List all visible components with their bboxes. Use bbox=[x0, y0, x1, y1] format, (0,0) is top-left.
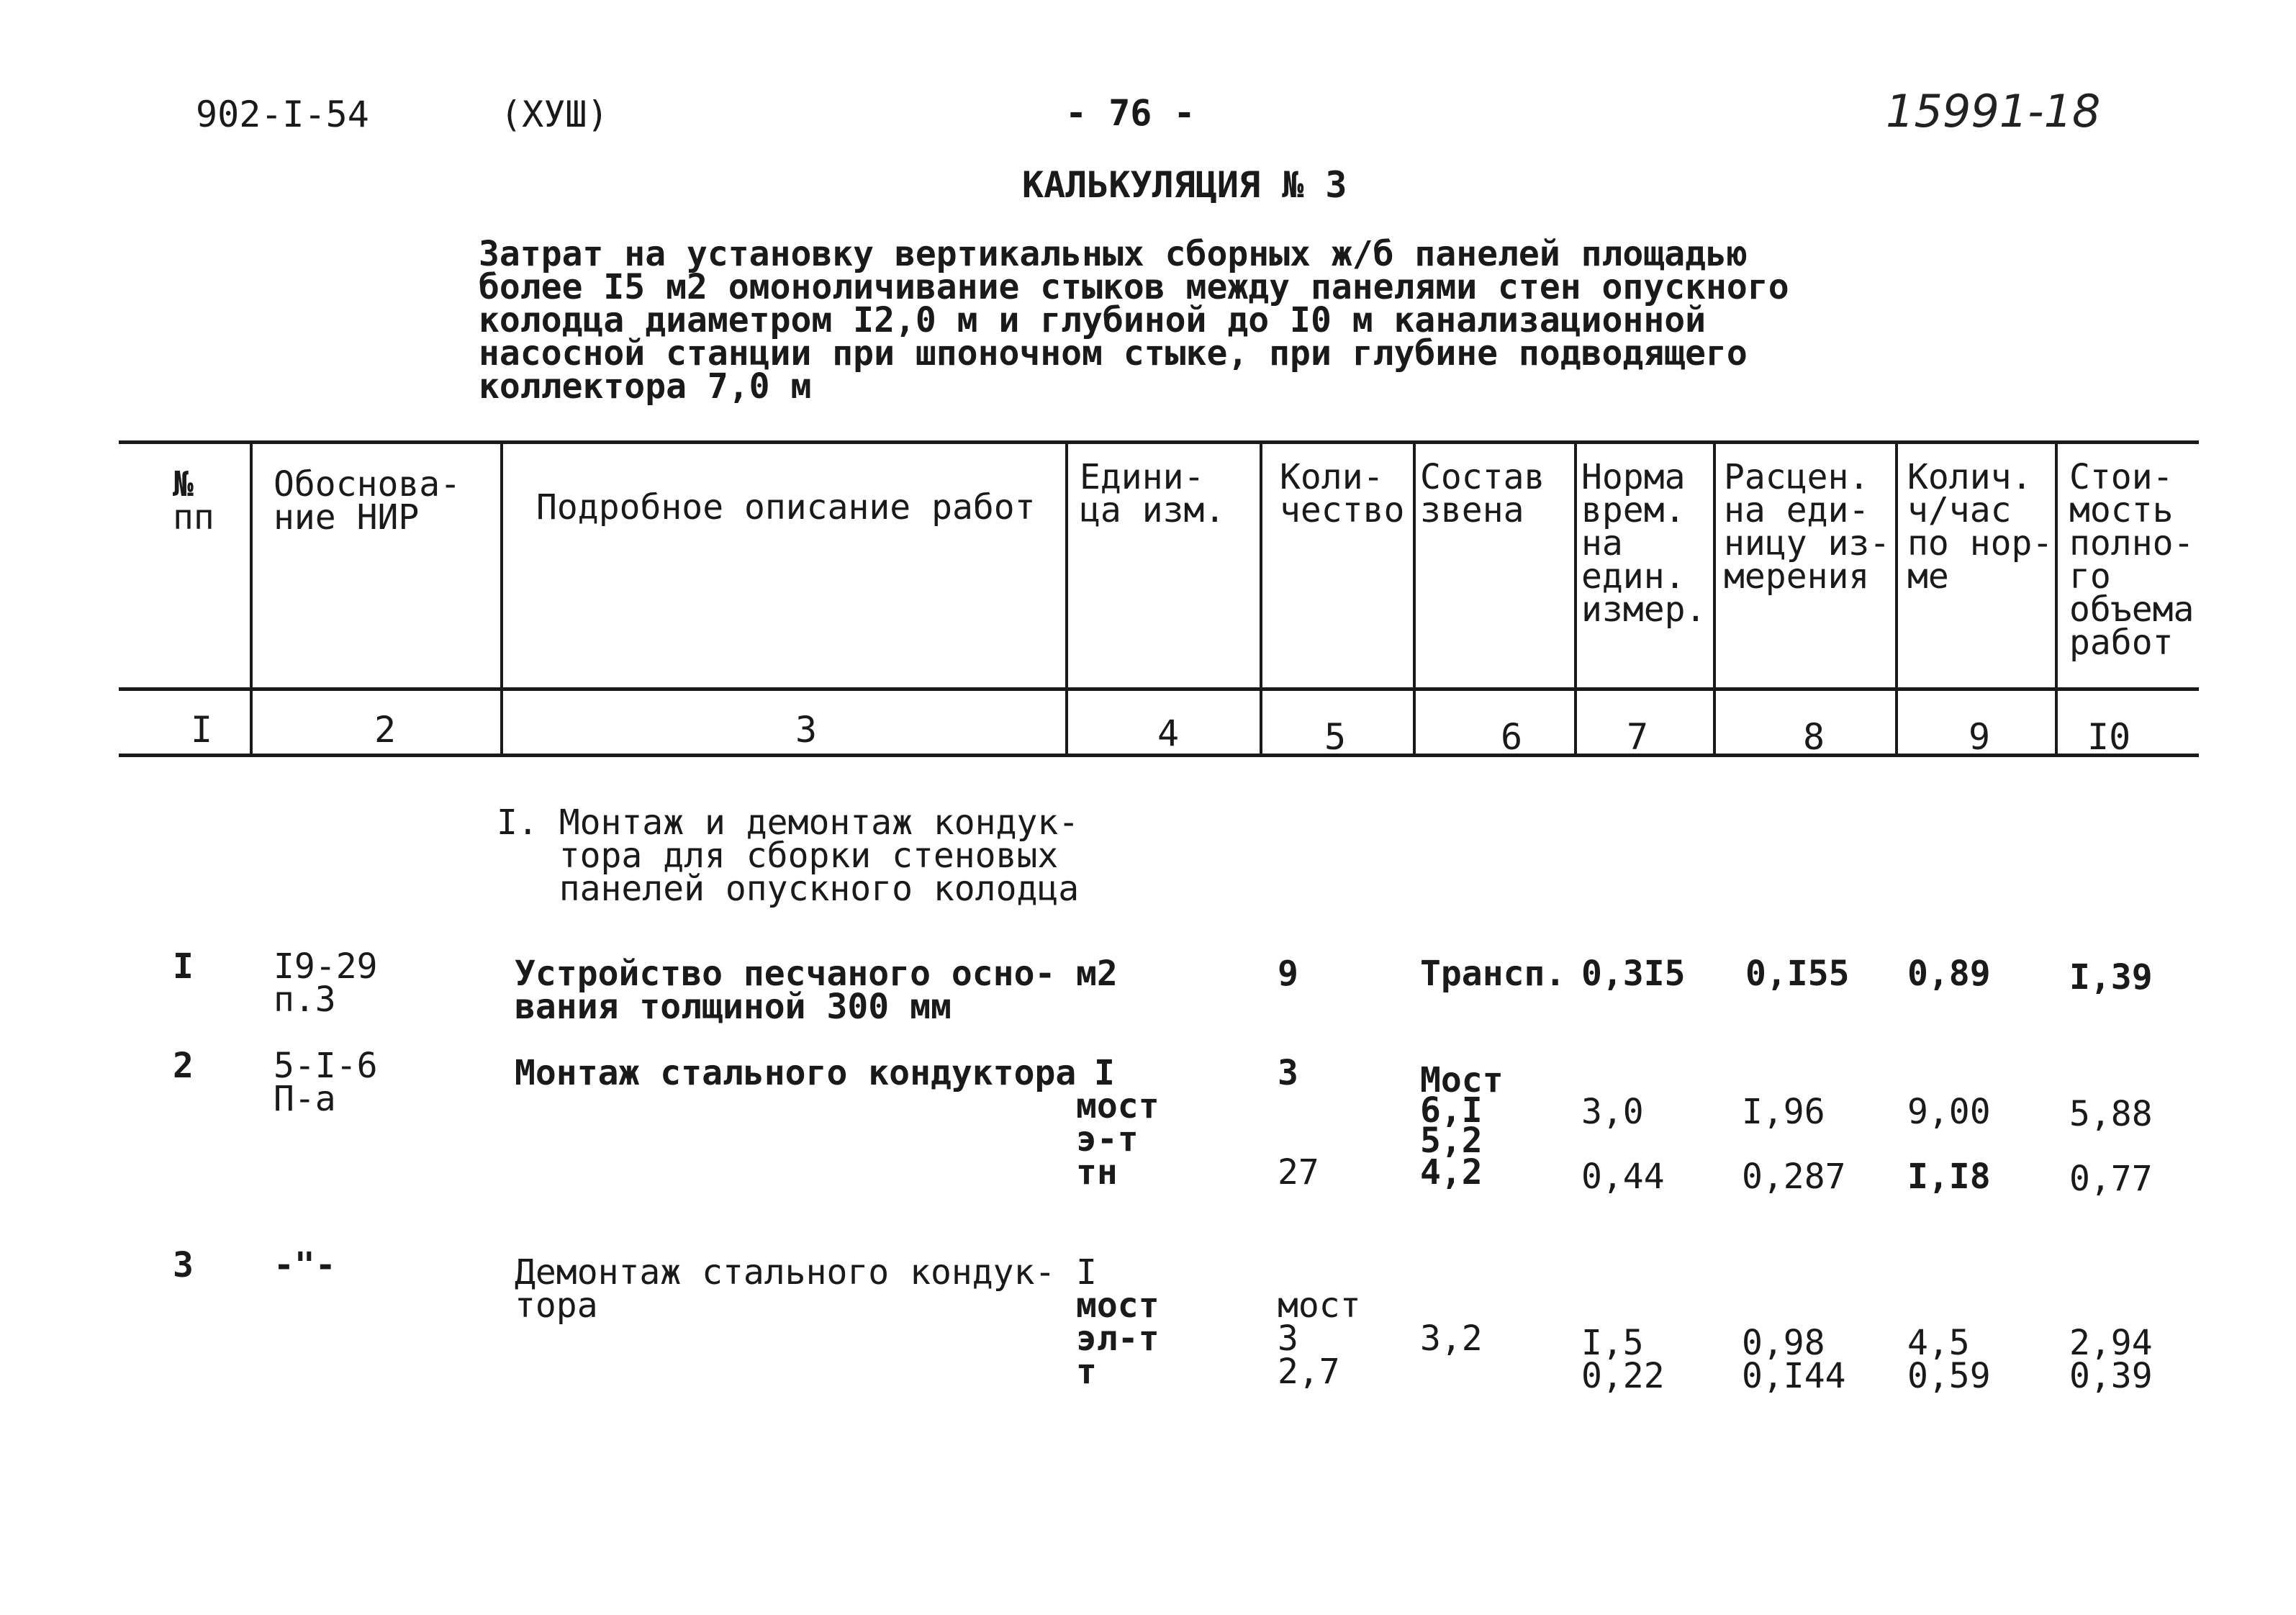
table-header-rule bbox=[119, 687, 2199, 691]
row-2-unit: I bbox=[1094, 1053, 1115, 1093]
column-divider bbox=[1413, 440, 1416, 757]
row-3-rate: 0,I44 bbox=[1742, 1356, 1846, 1396]
row-2-unit: э-т bbox=[1076, 1119, 1139, 1159]
column-divider bbox=[1065, 440, 1068, 757]
row-3-norm: I,5 bbox=[1581, 1323, 1644, 1363]
section-heading: тора для сборки стеновых bbox=[497, 836, 1059, 876]
row-3-unit: I bbox=[1076, 1252, 1097, 1293]
row-3-desc: Демонтаж стального кондук- bbox=[515, 1252, 1056, 1293]
row-3-unit: эл-т bbox=[1076, 1318, 1160, 1359]
row-2-qty: 3 bbox=[1278, 1053, 1298, 1093]
col-header-7: един. bbox=[1581, 556, 1686, 597]
subtitle-line-1: Затрат на установку вертикальных сборных ж/б панелей площадью bbox=[479, 234, 1748, 274]
row-3-qty: мост bbox=[1278, 1285, 1361, 1326]
row-1-rate: 0,I55 bbox=[1745, 954, 1850, 994]
row-3-qty: 3 bbox=[1278, 1318, 1298, 1359]
row-3-crew: 3,2 bbox=[1420, 1318, 1483, 1359]
col-number: 4 bbox=[1157, 712, 1180, 754]
row-2-hours: 9,00 bbox=[1907, 1092, 1991, 1132]
col-header-9: по нор- bbox=[1907, 523, 2053, 564]
col-header-9: ме bbox=[1907, 556, 1949, 597]
row-1-unit: м2 bbox=[1076, 954, 1118, 994]
row-3-unit: мост bbox=[1076, 1285, 1160, 1326]
row-2-crew: 4,2 bbox=[1420, 1152, 1483, 1193]
column-divider bbox=[250, 440, 253, 757]
col-header-2: ние НИР bbox=[274, 497, 420, 538]
col-number: 2 bbox=[374, 709, 397, 751]
col-header-6: Состав bbox=[1420, 457, 1545, 497]
col-number: I bbox=[191, 709, 213, 751]
col-header-2: Обоснова- bbox=[274, 464, 461, 505]
section-heading: I. Монтаж и демонтаж кондук- bbox=[497, 802, 1080, 843]
row-1-qty: 9 bbox=[1278, 954, 1298, 994]
row-1-crew: Трансп. bbox=[1420, 954, 1566, 994]
col-header-9: ч/час bbox=[1907, 490, 2012, 530]
col-header-1: № bbox=[173, 464, 194, 505]
row-2-basis: 5-I-6 bbox=[274, 1046, 378, 1086]
row-1-num: I bbox=[173, 946, 194, 987]
page-number: - 76 - bbox=[1065, 92, 1196, 134]
subtitle-line-3: колодца диаметром I2,0 м и глубиной до I0 м канализационной bbox=[479, 300, 1707, 340]
row-2-qty: 27 bbox=[1278, 1152, 1319, 1193]
row-3-hours: 4,5 bbox=[1907, 1323, 1970, 1363]
col-header-10: работ bbox=[2069, 623, 2174, 663]
document-title: КАЛЬКУЛЯЦИЯ № 3 bbox=[1022, 164, 1347, 206]
col-header-6: звена bbox=[1420, 490, 1524, 530]
row-2-rate: I,96 bbox=[1742, 1092, 1825, 1132]
col-number: 6 bbox=[1501, 716, 1523, 758]
col-header-7: Норма bbox=[1581, 457, 1686, 497]
col-header-4: ца изм. bbox=[1080, 490, 1226, 530]
row-2-crew: 5,2 bbox=[1420, 1121, 1483, 1161]
row-2-cost: 0,77 bbox=[2069, 1159, 2153, 1199]
row-3-qty: 2,7 bbox=[1278, 1352, 1340, 1392]
col-header-4: Едини- bbox=[1080, 457, 1205, 497]
col-number: 5 bbox=[1324, 716, 1347, 758]
row-2-unit: тн bbox=[1076, 1152, 1118, 1193]
row-2-desc: Монтаж стального кондуктора bbox=[515, 1053, 1077, 1093]
column-divider bbox=[1574, 440, 1577, 757]
row-2-hours: I,I8 bbox=[1907, 1157, 1991, 1197]
row-1-desc: вания толщиной 300 мм bbox=[515, 987, 952, 1027]
row-3-hours: 0,59 bbox=[1907, 1356, 1991, 1396]
col-header-10: Стои- bbox=[2069, 457, 2174, 497]
row-3-desc: тора bbox=[515, 1285, 598, 1326]
section-heading: панелей опускного колодца bbox=[497, 869, 1080, 909]
row-2-norm: 0,44 bbox=[1581, 1157, 1665, 1197]
column-divider bbox=[2055, 440, 2058, 757]
row-1-basis: п.3 bbox=[274, 980, 336, 1020]
column-divider bbox=[1260, 440, 1262, 757]
row-2-rate: 0,287 bbox=[1742, 1157, 1846, 1197]
col-number: 9 bbox=[1969, 716, 1991, 758]
col-header-10: го bbox=[2069, 556, 2111, 597]
col-header-10: объема bbox=[2069, 589, 2195, 630]
col-number: 3 bbox=[795, 709, 818, 751]
col-header-10: полно- bbox=[2069, 523, 2195, 564]
col-header-1: пп bbox=[173, 497, 214, 538]
col-header-10: мость bbox=[2069, 490, 2174, 530]
row-3-cost: 2,94 bbox=[2069, 1323, 2153, 1363]
row-2-unit: мост bbox=[1076, 1086, 1160, 1126]
row-3-cost: 0,39 bbox=[2069, 1356, 2153, 1396]
row-3-norm: 0,22 bbox=[1581, 1356, 1665, 1396]
col-header-8: ницу из- bbox=[1724, 523, 1891, 564]
col-header-7: на bbox=[1581, 523, 1623, 564]
doc-code: 902-I-54 bbox=[196, 94, 369, 135]
row-2-crew: Мост bbox=[1420, 1060, 1504, 1100]
subtitle-line-2: более I5 м2 омоноличивание стыков между панелями стен опускного bbox=[479, 267, 1789, 307]
row-3-basis: -"- bbox=[274, 1245, 336, 1285]
column-divider bbox=[1713, 440, 1716, 757]
col-header-8: Расцен. bbox=[1724, 457, 1870, 497]
row-2-basis: П-а bbox=[274, 1079, 336, 1119]
col-number: 8 bbox=[1803, 716, 1825, 758]
table-top-rule bbox=[119, 440, 2199, 444]
col-header-9: Колич. bbox=[1907, 457, 2033, 497]
row-1-cost: I,39 bbox=[2069, 957, 2153, 998]
col-header-3: Подробное описание работ bbox=[536, 487, 1036, 528]
row-1-hours: 0,89 bbox=[1907, 954, 1991, 994]
col-header-8: мерения bbox=[1724, 556, 1870, 597]
col-number: 7 bbox=[1627, 716, 1649, 758]
row-2-cost: 5,88 bbox=[2069, 1094, 2153, 1134]
row-3-num: 3 bbox=[173, 1245, 194, 1285]
row-2-num: 2 bbox=[173, 1046, 194, 1086]
row-1-norm: 0,3I5 bbox=[1581, 954, 1686, 994]
row-2-norm: 3,0 bbox=[1581, 1092, 1644, 1132]
column-divider bbox=[1895, 440, 1898, 757]
row-3-unit: т bbox=[1076, 1352, 1097, 1392]
col-header-8: на еди- bbox=[1724, 490, 1870, 530]
col-header-5: чество bbox=[1280, 490, 1405, 530]
row-1-basis: I9-29 bbox=[274, 946, 378, 987]
subtitle-line-5: коллектора 7,0 м bbox=[479, 366, 812, 407]
column-divider bbox=[500, 440, 503, 757]
subtitle-line-4: насосной станции при шпоночном стыке, при глубине подводящего bbox=[479, 333, 1748, 374]
col-number: I0 bbox=[2087, 716, 2131, 758]
col-header-7: врем. bbox=[1581, 490, 1686, 530]
row-2-crew: 6,I bbox=[1420, 1090, 1483, 1131]
album-number: (ХУШ) bbox=[500, 94, 609, 135]
col-header-7: измер. bbox=[1581, 589, 1707, 630]
row-3-rate: 0,98 bbox=[1742, 1323, 1825, 1363]
col-header-5: Коли- bbox=[1280, 457, 1384, 497]
inventory-number: 15991-18 bbox=[1886, 85, 2101, 137]
row-1-desc: Устройство песчаного осно- bbox=[515, 954, 1056, 994]
